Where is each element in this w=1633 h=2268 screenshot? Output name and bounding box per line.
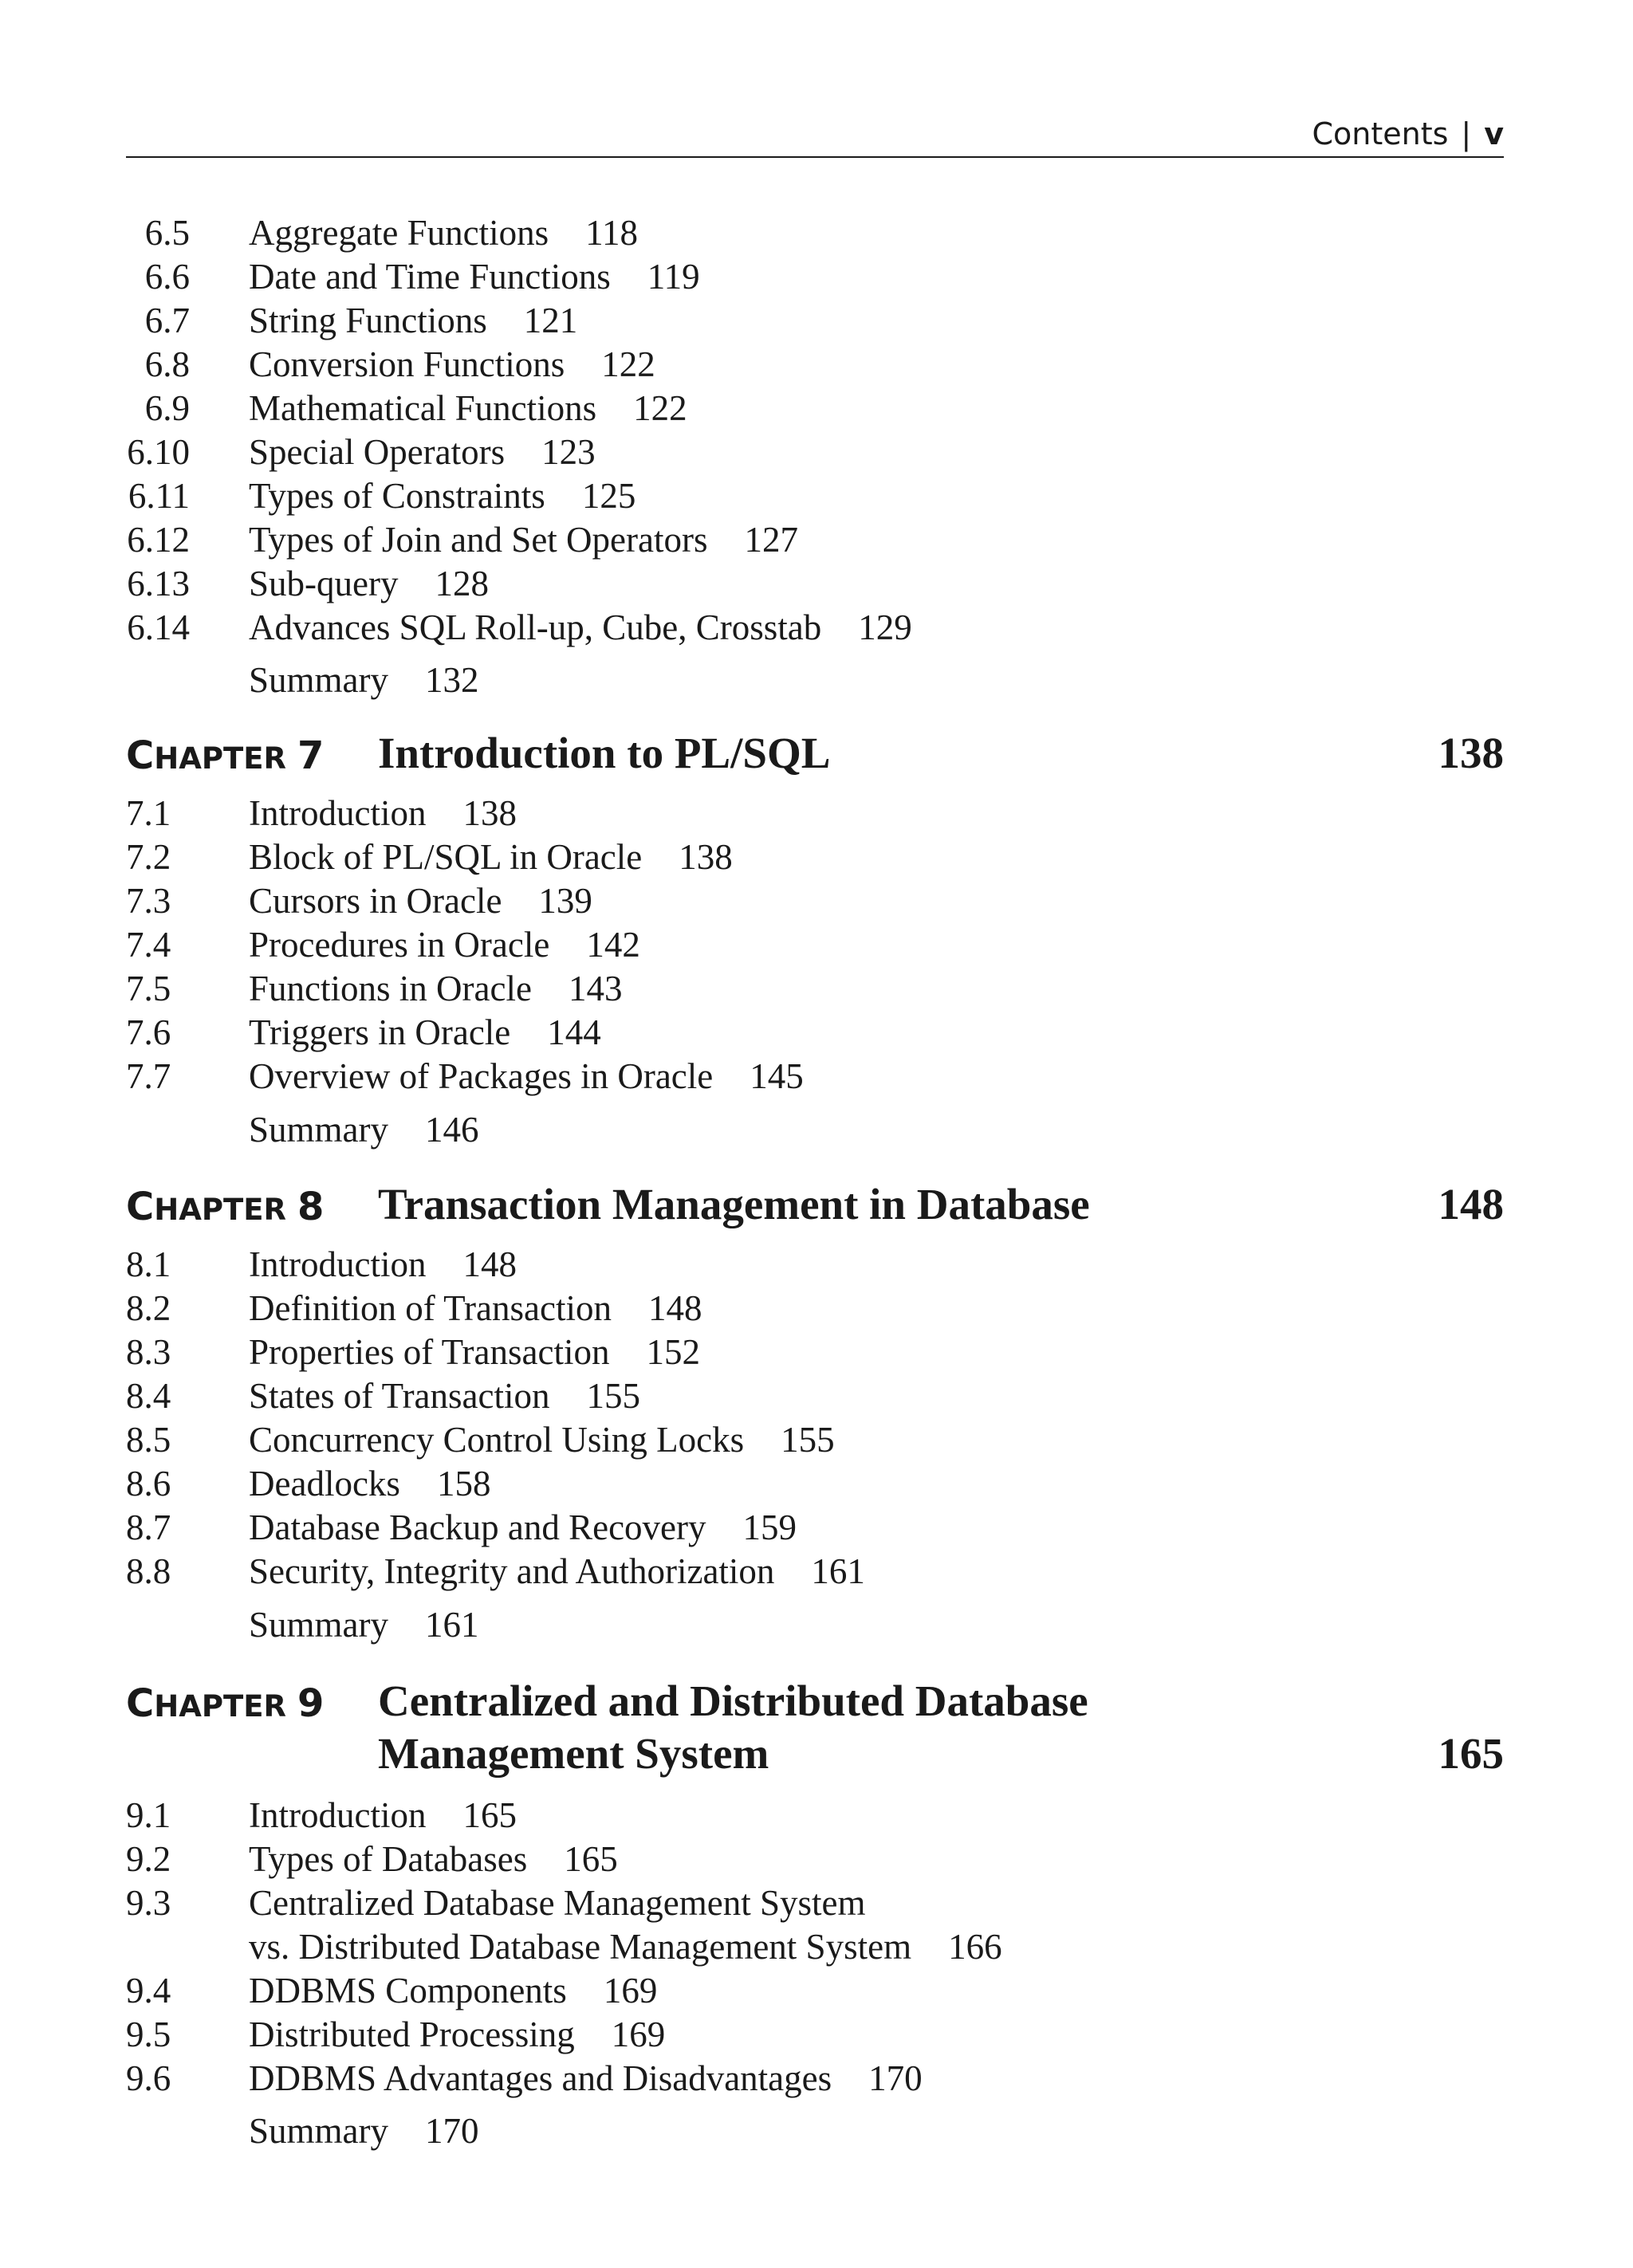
chapter-heading[interactable]	[126, 1178, 1504, 1234]
chapter-heading[interactable]	[126, 727, 1504, 783]
toc-entry[interactable]: 7.4 Procedures in Oracle 142	[126, 925, 640, 965]
running-head-separator: |	[1461, 116, 1472, 151]
toc-entry[interactable]: 6.6 Date and Time Functions 119	[144, 257, 700, 297]
toc-entry[interactable]: 6.11 Types of Constraints 125	[128, 476, 636, 516]
toc-entry[interactable]: 8.6 Deadlocks 158	[126, 1464, 491, 1503]
chapter-heading[interactable]	[126, 1675, 1504, 1786]
toc-entry[interactable]: 6.5 Aggregate Functions 118	[144, 213, 639, 253]
chapter-title-line-2: Management System	[378, 1729, 769, 1778]
toc-summary[interactable]: Summary 132	[249, 660, 479, 700]
toc-entry[interactable]: 6.10 Special Operators 123	[127, 432, 596, 472]
toc-entry[interactable]: 9.5 Distributed Processing 169	[126, 2014, 666, 2054]
toc-entry[interactable]: 9.3 Centralized Database Management System	[126, 1883, 866, 1923]
running-head-label: Contents	[1312, 116, 1449, 151]
toc-entry[interactable]: 8.4 States of Transaction 155	[126, 1376, 640, 1416]
toc-summary[interactable]: Summary 161	[249, 1605, 479, 1645]
chapter-label: CHAPTER 7	[126, 733, 325, 778]
table-of-contents	[126, 0, 1504, 2268]
toc-entry[interactable]: 9.1 Introduction 165	[126, 1795, 517, 1835]
toc-entry[interactable]: 6.7 String Functions 121	[144, 301, 578, 340]
toc-entry[interactable]: 6.12 Types of Join and Set Operators 127	[127, 520, 798, 560]
toc-entry[interactable]: 7.1 Introduction 138	[126, 793, 517, 833]
chapter-label: CHAPTER 8	[126, 1185, 325, 1229]
chapter-page: 165	[1438, 1729, 1504, 1778]
toc-entry[interactable]: 9.2 Types of Databases 165	[126, 1839, 618, 1879]
chapter-title: Introduction to PL/SQL	[378, 729, 831, 777]
chapter-title-line-1: Centralized and Distributed Database	[378, 1676, 1088, 1725]
toc-entry[interactable]: 8.7 Database Backup and Recovery 159	[126, 1507, 797, 1547]
toc-entry[interactable]: 9.6 DDBMS Advantages and Disadvantages 170	[126, 2058, 923, 2098]
toc-entry[interactable]: 6.13 Sub-query 128	[127, 564, 489, 603]
toc-entry[interactable]: 7.5 Functions in Oracle 143	[126, 969, 623, 1008]
toc-entry[interactable]: 6.9 Mathematical Functions 122	[144, 388, 687, 428]
toc-entry-continuation[interactable]: vs. Distributed Database Management System 166	[249, 1927, 1002, 1967]
toc-entry[interactable]: 7.6 Triggers in Oracle 144	[126, 1012, 601, 1052]
toc-entry[interactable]: 8.1 Introduction 148	[126, 1244, 517, 1284]
toc-entry[interactable]: 7.7 Overview of Packages in Oracle 145	[126, 1056, 804, 1096]
chapter-title: Transaction Management in Database	[378, 1180, 1090, 1228]
toc-summary[interactable]: Summary 146	[249, 1110, 479, 1150]
chapter-page: 138	[1438, 729, 1504, 777]
page-number: v	[1484, 116, 1504, 151]
toc-entry[interactable]: 8.3 Properties of Transaction 152	[126, 1332, 700, 1372]
toc-entry[interactable]: 8.8 Security, Integrity and Authorization 161	[126, 1551, 865, 1591]
toc-entry[interactable]: 6.14 Advances SQL Roll-up, Cube, Crosstab 129	[127, 607, 912, 647]
toc-entry[interactable]: 8.5 Concurrency Control Using Locks 155	[126, 1420, 835, 1460]
toc-summary[interactable]: Summary 170	[249, 2111, 479, 2151]
toc-entry[interactable]: 8.2 Definition of Transaction 148	[126, 1288, 702, 1328]
toc-entry[interactable]: 7.2 Block of PL/SQL in Oracle 138	[126, 837, 733, 877]
toc-entry[interactable]: 7.3 Cursors in Oracle 139	[126, 881, 592, 921]
toc-entry[interactable]: 6.8 Conversion Functions 122	[144, 344, 655, 384]
toc-entry[interactable]: 9.4 DDBMS Components 169	[126, 1971, 658, 2011]
chapter-page: 148	[1438, 1180, 1504, 1228]
chapter-label: CHAPTER 9	[126, 1681, 325, 1726]
